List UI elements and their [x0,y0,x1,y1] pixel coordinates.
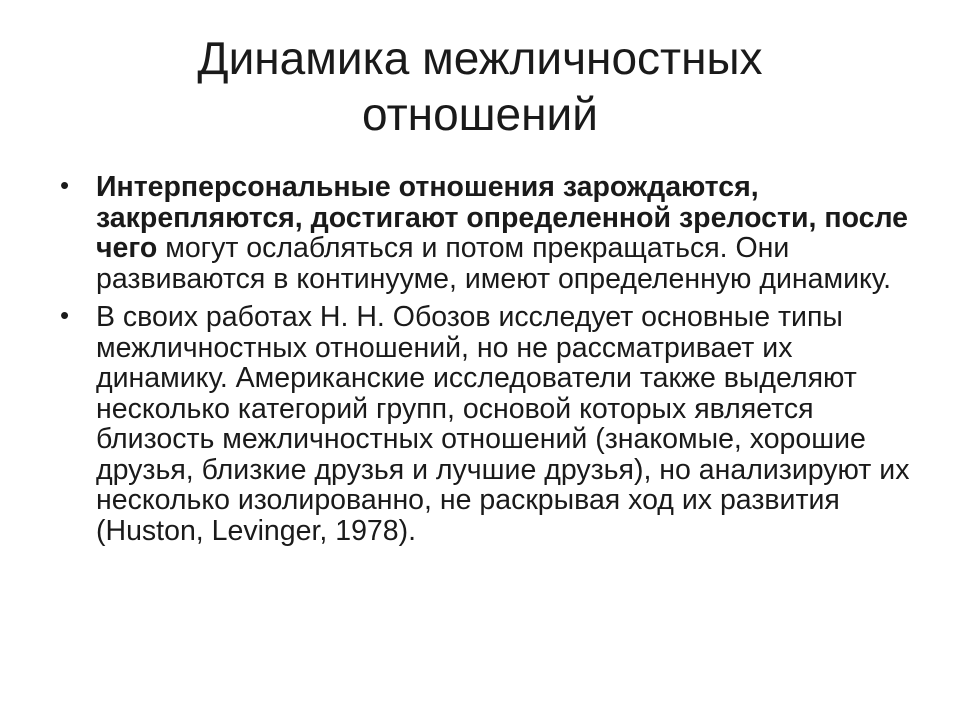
bullet-list [56,172,916,554]
slide-title [60,30,900,142]
slide-title-line-2: отношений [362,88,598,140]
bullet-regular-text: В своих работах Н. Н. Обозов исследует основные типы межличностных отношений, но не рассматривает их динамику. Американские исследователи также выделяют несколько категорий групп, основой которых является близость межличностных отношений (знакомые, хорошие друзья, близкие друзья и лучшие друзья), но анализируют их несколько изолированно, не раскрывая ход их развития (Huston, Levinger, 1978). [96,301,910,547]
bullet-item-2 [56,302,916,546]
bullet-text [96,172,916,294]
bullet-item-1 [56,172,916,294]
bullet-regular-text: могут ослабляться и потом прекращаться. Они развиваются в континууме, имеют определенную динамику. [96,232,892,295]
bullet-text [96,302,916,546]
bullet-marker: • [60,170,70,200]
bullet-marker: • [60,300,70,330]
slide-title-line-1: Динамика межличностных [197,32,763,84]
bullet-bold-text: Интерперсональные отношения зарождаются, закрепляются, достигают определенной зрелости, после чего [96,171,909,264]
